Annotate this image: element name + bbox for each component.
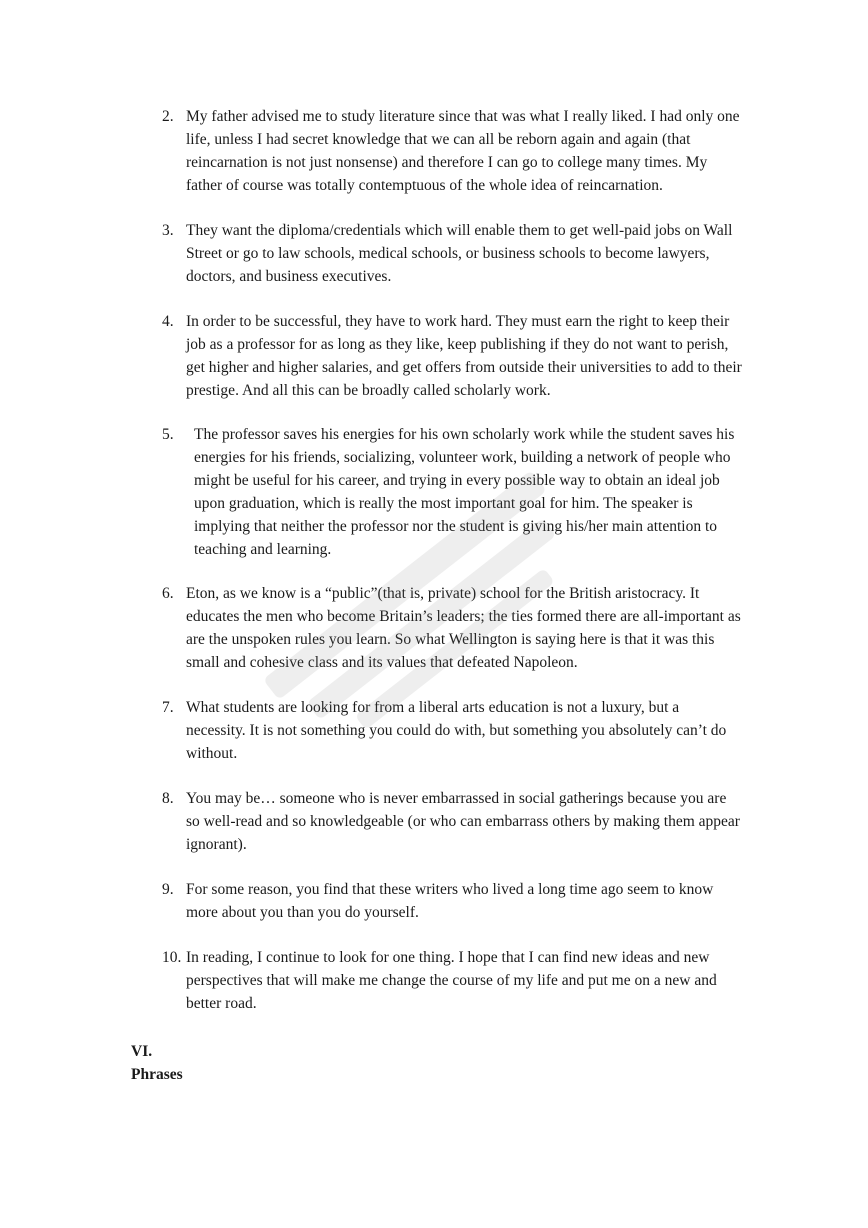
section-title: Phrases: [131, 1066, 183, 1083]
item-text: You may be… someone who is never embarrassed in social gatherings because you are so well-read and so knowledgeable (or who can embarrass others by making them appear ignorant).: [186, 790, 740, 853]
item-number: 10.: [162, 949, 182, 966]
answer-item-7: [162, 696, 742, 765]
item-text: What students are looking for from a liberal arts education is not a luxury, but a necessity. It is not something you could do with, but something you absolutely can’t do without.: [186, 699, 727, 762]
item-text: Eton, as we know is a “public”(that is, private) school for the British aristocracy. It educates the men who become Britain’s leaders; the ties formed there are all-important as are the unspoken rules you learn. So what Wellington is saying here is that it was this small and cohesive class and its values that defeated Napoleon.: [186, 585, 741, 671]
item-number: 7.: [162, 699, 174, 716]
item-text: My father advised me to study literature since that was what I really liked. I had only one life, unless I had secret knowledge that we can all be reborn again and again (that reincarnation is not just nonsense) and therefore I can go to college many times. My father of course was totally contemptuous of the whole idea of reincarnation.: [186, 108, 740, 194]
answer-item-10: [162, 946, 742, 1015]
section-number: VI.: [131, 1043, 153, 1060]
item-text: They want the diploma/credentials which will enable them to get well-paid jobs on Wall Street or go to law schools, medical schools, or business schools to become lawyers, doctors, and business executives.: [186, 222, 733, 285]
item-text: For some reason, you find that these writers who lived a long time ago seem to know more about you than you do yourself.: [186, 881, 714, 921]
item-number: 6.: [162, 585, 174, 602]
answer-item-5: [162, 423, 742, 561]
item-text: In order to be successful, they have to work hard. They must earn the right to keep their job as a professor for as long as they like, keep publishing if they do not want to perish, get higher and higher salaries, and get offers from outside their universities to add to their prestige. And all this can be broadly called scholarly work.: [186, 313, 742, 399]
item-number: 3.: [162, 222, 174, 239]
item-text: In reading, I continue to look for one thing. I hope that I can find new ideas and new perspectives that will make me change the course of my life and put me on a new and better road.: [186, 949, 717, 1012]
item-number: 4.: [162, 313, 174, 330]
answer-item-4: [162, 310, 742, 402]
answer-item-8: [162, 787, 742, 856]
answer-item-2: [162, 105, 742, 197]
item-text: The professor saves his energies for his own scholarly work while the student saves his energies for his friends, socializing, volunteer work, building a network of people who might be useful for his career, and trying in every possible way to obtain an ideal job upon graduation, which is really the most important goal for him. The speaker is implying that neither the professor nor the student is giving his/her main attention to teaching and learning.: [194, 426, 735, 558]
answer-item-3: [162, 219, 742, 288]
item-number: 5.: [162, 426, 174, 443]
answer-item-6: [162, 582, 742, 674]
item-number: 2.: [162, 108, 174, 125]
answer-item-9: [162, 878, 742, 924]
item-number: 9.: [162, 881, 174, 898]
item-number: 8.: [162, 790, 174, 807]
